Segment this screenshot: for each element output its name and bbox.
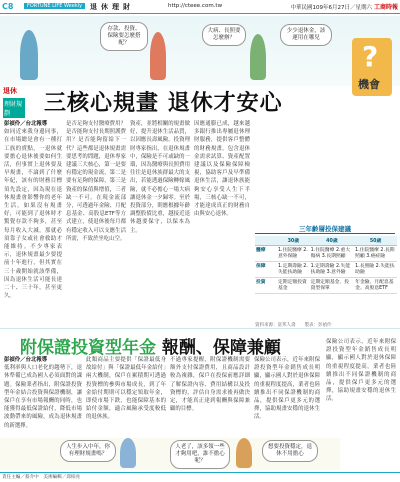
table-cell: 1.住院醫療 2.意外保險 [277, 246, 310, 262]
table-cell: 年金險、月配息基金、高股息ETF [354, 278, 397, 294]
person-illustration [250, 34, 266, 80]
page-footer: 責任主編／蔡介中 美術編輯／邱柏亮 [0, 472, 400, 482]
speech-bubble: 人老了，該多領一些才夠用吧，誰不擔心呢？ [170, 440, 230, 469]
column-tag-title: 退休 [3, 87, 17, 95]
issue-date: 中華民國109年6月27日／星期六 [290, 5, 372, 11]
article-text: 低利率與人口老化的趨勢下，退休準備已成為國人必須面對的課題。保險業者指出，附保證投資型年金結合投資與保證機制，讓保戶在享有市場報酬的同時，也能獲得最低保證給付，降低市場波動帶來的風險，成為退休規畫的新選擇。 [4, 365, 82, 429]
page-header [0, 0, 400, 14]
byline: 彭禎伶／台北報導 [4, 357, 48, 363]
article-column: 資產，並將相關的規畫做好，提升退休生活品質，以因應長壽風險。投資理財專家指出，在退休規畫中，保險是不可或缺的一環，因為醫療與長照費用往往是退休族群最大的支出，若能透過保險轉嫁風險，就不必擔心一場大病讓退休金一夕歸零。至於投資部分，則應根據年齡調整股債比重，越接近退休越要保守，以保本為主。 [130, 121, 190, 234]
article-column: 保險公司表示，近年來附保證投資型年金銷售成長明顯，顯示國人對於退休保障的重視程度提高，業者也陸續推出不同保證機制的商品，提供保戶更多元的選擇，協助規畫安穩的退休生活。 [254, 357, 320, 421]
article-text: 如同近來我身邊同事，在市場總是會有一種打工族的賣點，一退休就要擔心退休後要如何生活，但事實上退休要及早規畫，不論到了什麼年紀，該有的財務目標須先設定，因為現在退休規畫會影響你的老年生活，如果沒有規畫好，可能到了退休時才驚覺存款不夠多，甚至每月收入大減，那就必須靠子女或社會救助才能維持。不少專家表示，退休規畫最少要提前十年進行，但其實在三十歲開始就該準備，因為退休生活可能長達二十、三十年，甚至更久。 [4, 129, 62, 300]
table-source: 資料來源：富邦人壽 製表：彭禎伶 [255, 323, 332, 328]
table-header: 50歲 [354, 236, 397, 246]
article-column: 是否足夠支付醫療費用？是否能夠支付長期照護費用？是否能夠留給下一代？這些都是退休規畫需要思考的問題，退休專家建議三大核心，第一是要有穩定的現金流，第二是要有足夠的保障，第三是資產的保值與增值，三者缺一不可。在現金流部分，可透過年金險、月配息基金、高股息ETF等方式建立，使退休後每月都有穩定收入可以支應生活所需，不致於坐吃山空。 [66, 121, 126, 242]
article-column: 不過專家提醒，附保證機制需要額外支付保證費用，且商品設計較為複雜，保戶在投保前應詳細了解保證內容、費用結構以及投資標的，評估自身需求後再做決定，才能真正達到報酬與保障兼顧的目標。 [170, 357, 250, 413]
table-cell: 定期定額投資基金 [277, 278, 310, 294]
top-illustration [0, 16, 400, 91]
speech-bubble: 人生步入中年，你有理財規畫嗎？ [60, 440, 116, 462]
question-mark-icon: ? [362, 40, 379, 73]
newspaper-logo: 工商時報 [373, 4, 398, 11]
table-row [255, 246, 397, 262]
article-column [4, 120, 62, 325]
insurance-table [255, 236, 397, 294]
table-cell: 1.定期壽險 2.失能扶助險 3.意外險 [310, 262, 354, 278]
person-illustration [120, 438, 136, 468]
table-header [255, 236, 277, 246]
article-column: 保險公司表示，近年來附保證投資型年金銷售成長明顯，顯示國人對於退休保障的重視程度提高，業者也陸續推出不同保證機制的商品，提供保戶更多元的選擇，協助規畫安穩的退休生活。 [326, 339, 396, 403]
table-cell: 1.住院醫療 2.重大傷病 3.長期照顧 [310, 246, 354, 262]
article-column: 此類商品主要提供「保證最低身故給付」與「保證最低年金給付」兩大機制，保戶在累積期可透過投資標的參與市場成長，到了年金給付期則可以穩定領取年金，即使市場下跌，也能保障基本的給付金額，適合風險承受度較低的退休族。 [86, 357, 166, 421]
speech-bubble: 大病、長照要怎麼辦？ [202, 24, 246, 46]
table-row [255, 262, 397, 278]
table-row [255, 278, 397, 294]
table-header-row [255, 236, 397, 246]
page-number: C8 [2, 2, 14, 11]
second-headline-part-b: 報酬、保障兼顧 [161, 338, 281, 358]
table-header: 30歲 [277, 236, 310, 246]
section-title: 退休理財 [90, 3, 134, 11]
section-divider [0, 328, 400, 329]
speech-bubble: 存款、投資、保險要怎麼搭配？ [100, 22, 148, 51]
article-column: 因應通膨已成，越來越多銀行推出專屬退休理財服務，提供客戶整體的財務規畫，包含退休金需求試算、資產配置建議以及保險保障檢視，協助客戶及早準備退休生活，讓退休族能夠安心享受人生下半場，三核心缺一不可，才能達成真正的財務自由與安心退休。 [194, 121, 250, 218]
bottom-illustration [0, 438, 340, 470]
speech-bubble: 少少退休金，該運用在哪兒 [280, 24, 332, 46]
person-illustration [236, 438, 252, 468]
person-illustration [20, 30, 38, 80]
table-cell: 定期定額基金、投資型保單 [310, 278, 354, 294]
table-header: 40歲 [310, 236, 354, 246]
table-title: 三年齡層投保建議 [255, 224, 395, 234]
column-tag-sub: 理財規劃 [3, 98, 25, 118]
row-label: 投資 [255, 278, 277, 294]
speech-bubble: 想要投資穩定，退休不用擔心 [262, 440, 318, 462]
column-tag [3, 86, 25, 118]
row-label: 醫療 [255, 246, 277, 262]
second-headline-part-a: 附保證投資型年金 [20, 338, 162, 358]
publication-brand: FORTUNE LIFE Weekly [24, 3, 85, 9]
second-headline [20, 333, 320, 358]
article-column [4, 356, 82, 436]
table-cell: 1.住院醫療 2.長期照顧 3.癌症險 [354, 246, 397, 262]
site-url[interactable]: http://cteee.com.tw [168, 3, 223, 9]
table-cell: 1.長照險 2.失能扶助險 [354, 262, 397, 278]
person-illustration [150, 32, 166, 80]
opportunity-label: 機會 [358, 78, 380, 91]
main-headline: 三核心規畫 退休才安心 [44, 90, 283, 116]
table-cell: 1.定期壽險 2.失能扶助險 [277, 262, 310, 278]
byline: 彭禎伶／台北報導 [4, 121, 48, 127]
row-label: 保障 [255, 262, 277, 278]
